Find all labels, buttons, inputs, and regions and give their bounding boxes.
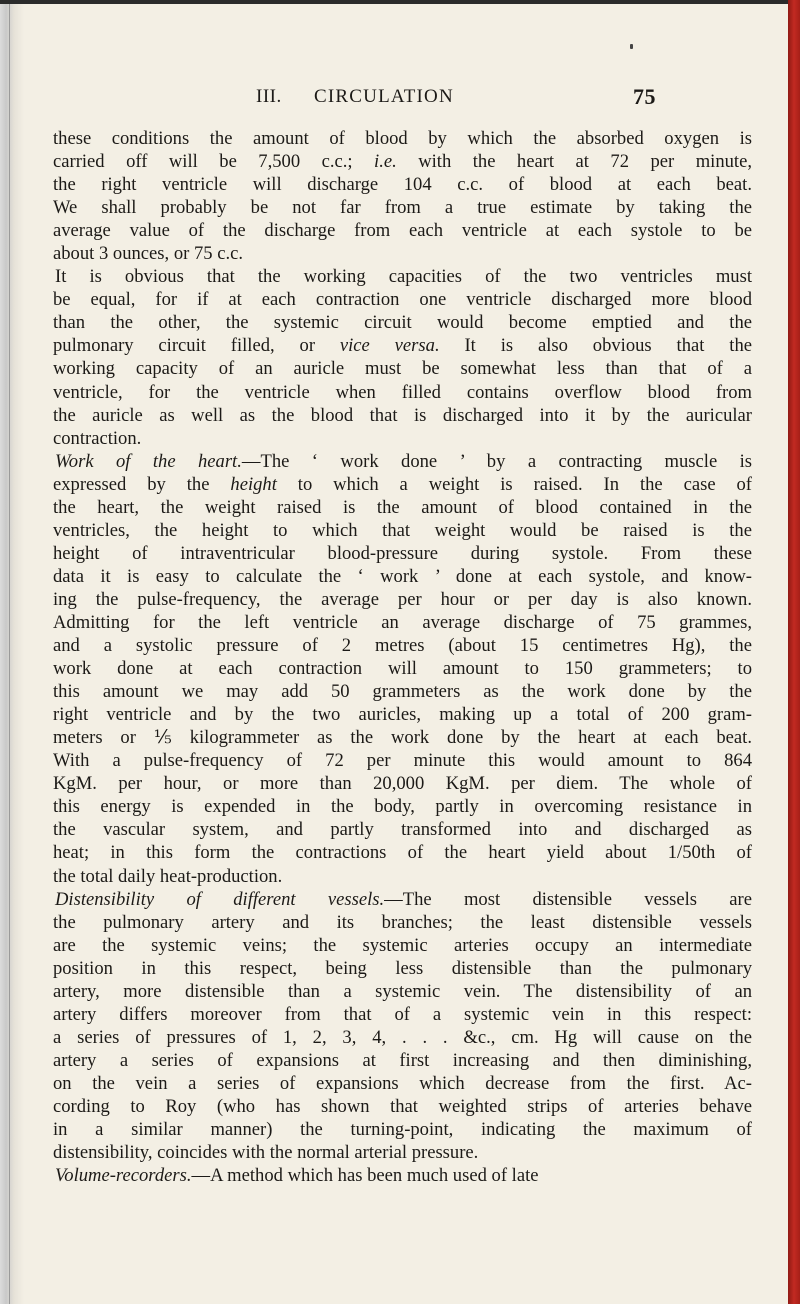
italic-text: vice versa. [339,335,440,357]
text-line [53,288,752,311]
text-line [53,450,752,473]
text-run: artery, more distensible than a systemic vein. The distensibility of an [53,980,752,1002]
text-line [53,865,752,888]
text-run: contraction. [53,427,142,449]
text-line [53,542,752,565]
text-line [53,173,752,196]
text-line [53,404,752,427]
text-run: and a systolic pressure of 2 metres (about 15 centimetres Hg), the [53,635,752,657]
text-line [53,1141,752,1164]
text-run: the auricle as well as the blood that is discharged into it by the auricular [53,404,752,426]
text-run: We shall probably be not far from a true estimate by taking the [53,197,752,219]
italic-text: Distensibility of different vessels. [55,888,385,910]
text-line [53,1003,752,1026]
text-run: carried off will be 7,500 c.c.; [53,151,375,173]
text-run: the total daily heat-production. [53,865,283,887]
italic-text: i.e. [374,151,397,173]
text-run: the right ventricle will discharge 104 c.c. of blood at each beat. [53,174,752,196]
print-fleck [630,44,633,49]
text-line [53,196,752,219]
text-line [53,888,752,911]
text-run: Admitting for the left ventricle an average discharge of 75 grammes, [53,611,752,633]
text-line [53,519,752,542]
text-run: the vascular system, and partly transformed into and discharged as [53,819,752,841]
text-run: these conditions the amount of blood by which the absorbed oxygen is [53,128,752,149]
text-line [53,657,752,680]
chapter-number: III. [256,86,282,107]
italic-text: Volume-recorders. [55,1165,192,1187]
text-line [53,219,752,242]
text-line [53,680,752,703]
text-line [53,1118,752,1141]
text-run: distensibility, coincides with the normal arterial pressure. [53,1142,479,1164]
text-run: —The most distensible vessels are [384,888,752,910]
text-run: be equal, for if at each contraction one ventricle discharged more blood [53,289,752,311]
text-run: the heart, the weight raised is the amount of blood contained in the [53,496,752,518]
text-run: with the heart at 72 per minute, [396,151,752,173]
text-run: working capacity of an auricle must be somewhat less than that of a [53,358,752,380]
text-line [53,934,752,957]
text-line [53,795,752,818]
text-line [53,1095,752,1118]
text-run: this amount we may add 50 grammeters as the work done by the [53,681,752,703]
text-run: expressed by the [53,473,231,495]
text-line [53,841,752,864]
text-line [53,334,752,357]
text-run: data it is easy to calculate the ‘ work ’ done at each systole, and know- [53,565,752,587]
text-line [53,911,752,934]
text-run: It is also obvious that the [439,335,752,357]
page-binding-edge [0,0,24,1304]
text-run: than the other, the systemic circuit would become emptied and the [53,312,752,334]
text-line [53,127,752,150]
text-run: heat; in this form the contractions of the heart yield about 1/50th of [53,842,752,864]
page-top-edge [0,0,790,4]
text-run: the pulmonary artery and its branches; the least distensible vessels [53,911,752,933]
text-run: in a similar manner) the turning-point, indicating the maximum of [53,1119,752,1141]
text-line [53,311,752,334]
text-run: a series of pressures of 1, 2, 3, 4, . . . &c., cm. Hg will cause on the [53,1026,752,1048]
text-line [53,357,752,380]
text-line [53,588,752,611]
text-line [53,565,752,588]
text-run: artery differs moreover from that of a systemic vein in this respect: [53,1003,752,1025]
text-run: this energy is expended in the body, partly in overcoming resistance in [53,796,752,818]
text-line [53,150,752,173]
text-run: average value of the discharge from each ventricle at each systole to be [53,220,752,242]
text-run: position in this respect, being less distensible than the pulmonary [53,957,752,979]
text-line [53,957,752,980]
text-line [53,980,752,1003]
text-run: —The ‘ work done ’ by a contracting muscle is [241,450,753,472]
text-line [53,1026,752,1049]
page-number: 75 [633,84,656,109]
text-line [53,703,752,726]
red-edge-tab [788,0,800,1304]
text-run: to which a weight is raised. In the case of [276,473,752,495]
text-run: height of intraventricular blood-pressure during systole. From these [53,542,752,564]
text-run: KgM. per hour, or more than 20,000 KgM. per diem. The whole of [53,773,752,795]
italic-text: Work of the heart. [55,450,242,472]
text-line [53,265,752,288]
text-run: pulmonary circuit filled, or [53,335,340,357]
text-line [53,496,752,519]
text-run: work done at each contraction will amount to 150 grammeters; to [53,658,752,680]
text-line [53,634,752,657]
text-run: —A method which has been much used of late [191,1165,539,1187]
text-line [53,1072,752,1095]
text-run: artery a series of expansions at first increasing and then diminishing, [53,1049,752,1071]
running-title: CIRCULATION [314,86,454,107]
text-run: ventricles, the height to which that weight would be raised is the [53,519,752,541]
text-line [53,611,752,634]
text-line [53,427,752,450]
text-run: right ventricle and by the two auricles, making up a total of 200 gram- [53,704,752,726]
text-line [53,473,752,496]
text-run: meters or ⅕ kilogrammeter as the work done by the heart at each beat. [53,727,752,749]
text-run: about 3 ounces, or 75 c.c. [53,243,244,265]
text-run: ing the pulse-frequency, the average per hour or per day is also known. [53,588,752,610]
text-run: are the systemic veins; the systemic arteries occupy an intermediate [53,934,752,956]
text-line [53,1049,752,1072]
text-line [53,242,752,265]
text-run: ventricle, for the ventricle when filled contains overflow blood from [53,381,752,403]
italic-text: height [230,473,277,495]
text-line [53,772,752,795]
text-run: With a pulse-frequency of 72 per minute this would amount to 864 [53,750,752,772]
text-run: cording to Roy (who has shown that weighted strips of arteries behave [53,1095,752,1117]
running-header [256,84,656,110]
text-line [53,1164,752,1187]
text-line [53,818,752,841]
text-run: It is obvious that the working capacities of the two ventricles must [55,266,752,288]
body-text [53,127,752,1187]
text-run: on the vein a series of expansions which decrease from the first. Ac- [53,1072,752,1094]
binding-line [9,0,10,1304]
text-line [53,726,752,749]
text-line [53,749,752,772]
text-line [53,381,752,404]
